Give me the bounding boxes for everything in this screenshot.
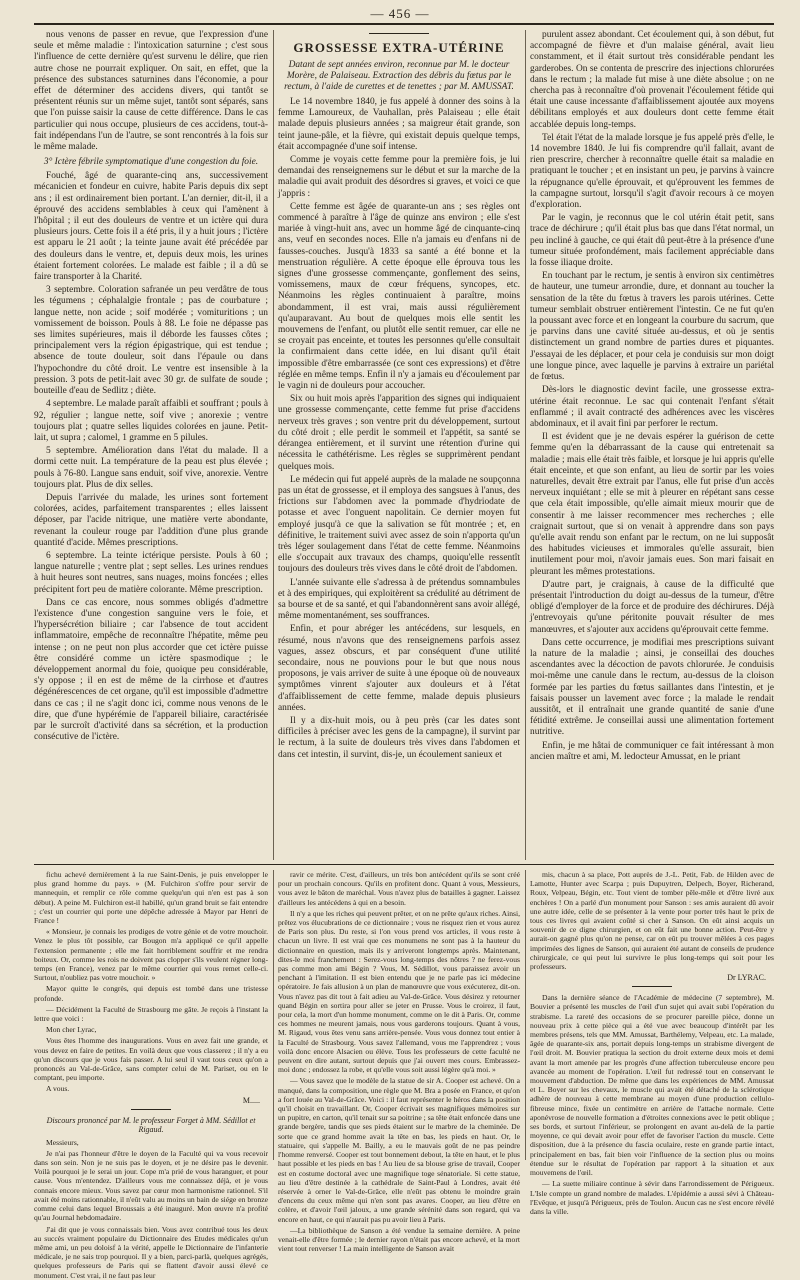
article-subtitle: Datant de sept années environ, reconnue par M. le docteur Morère, de Palaiseau. Extraction des débris du fœtus par le rectum, à l'aide de curettes et de tenettes ; par M. AMUSSAT. <box>284 60 514 92</box>
paragraph: ravir ce mérite. C'est, d'ailleurs, un très bon antécédent qu'ils se sont créé pour un prochain concours. Qu'ils en profitent donc. Quant à vous, Messieurs, vous avez le bâton de maréchal. Vous n'avez plus de batailles à gagner. Laissez d'ailleurs les antécédens à qui en a besoin. <box>278 870 520 907</box>
section-heading: 3° Ictère fébrile symptomatique d'une congestion du foie. <box>43 157 259 168</box>
paragraph: Par le vagin, je reconnus que le col utérin était petit, sans trace de déchirure ; qu'il était plus bas que dans l'état normal, un peu incliné à gauche, ce qui était dû peut-être à la présence d'une tumeur située profondément, mais facilement appréciable dans la fosse iliaque droite. <box>530 213 774 269</box>
paragraph: — La suette miliaire continue à sévir dans l'arrondissement de Périgueux. L'Isle compte un grand nombre de malades. L'épidémie a aussi sévi à Château-l'Evêque, et jusqu'à Périgueux, près de Toulon. Aucun cas ne s'est encore révélé dans la ville. <box>530 1179 774 1216</box>
paragraph: Enfin, je me hâtai de communiquer ce fait intéressant à mon ancien maître et ami, M. ledocteur Amussat, en le priant <box>530 740 774 762</box>
paragraph: « Monsieur, je connais les prodiges de votre génie et de votre mouchoir. Venez le plus tôt possible, car Bougon m'a appliqué ce qu'il appelle l'extension permanente ; elle me fait horriblement souffrir et me rendra boiteux. Or, comme les rois ne doivent pas clopper s'ils veulent régner long-temps (en France), venez par le même courrier qui vous remet celle-ci. Surtout, n'oubliez pas votre mouchoir. » <box>34 927 268 983</box>
paragraph: nous venons de passer en revue, que l'expression d'une seule et même maladie : l'intoxication saturnine ; c'est sous l'influence de cette dernière qu'est survenu le délire, que rien autre chose ne pourrait expliquer. On sait, en effet, que la présence des substances saturnines dans l'économie, a pour effet de déterminer des accidens divers, qui tantôt se présentent réunis sur un même sujet, tantôt sont séparés, sans que l'on puisse saisir la cause de cette différence. Dans le cas particulier qui nous occupe, plusieurs de ces accidens, tout-à-fait indépendans l'un de l'autre, se sont rencontrés à la fois sur le même malade. <box>34 30 268 153</box>
paragraph: Mayor quitte le congrès, qui depuis est tombé dans une tristesse profonde. <box>34 984 268 1003</box>
column-2 <box>278 30 520 860</box>
paragraph: Tel était l'état de la malade lorsque je fus appelé près d'elle, le 14 novembre 1840. Je lui fis comprendre qu'il fallait, avant de rien prescrire, chercher à reconnaître quelle était sa maladie en pratiquant le toucher ; et en insistant un peu, je parvins à vaincre la répugnance qu'elle éprouvait, et qu'éprouvent les femmes de la campagne surtout, lorsqu'il s'agit d'avoir recours à ce moyen d'exploration. <box>530 132 774 211</box>
column-3 <box>530 30 774 860</box>
column-divider <box>273 870 274 1160</box>
paragraph: purulent assez abondant. Cet écoulement qui, à son début, fut accompagné de fièvre et d'un malaise général, avait lieu constamment, et il était surtout très considérable pendant les garderobes. On se contenta de prescrire des injections chlorurées dans le rectum ; la malade fut mise à une diète absolue ; on ne chercha pas à reconnaître d'où provenait l'écoulement fétide qui était une cause incessante d'affaiblissement ajoutée aux moyens débilitans employés et aux douleurs dont cette femme était accablée depuis long-temps. <box>530 30 774 130</box>
paragraph: Depuis l'arrivée du malade, les urines sont fortement colorées, acides, parfaitement transparentes ; elles laissent déposer, par l'acide nitrique, une matière verte abondante, revenant la couleur rouge par l'addition d'une plus grande quantité d'acide. Mêmes prescriptions. <box>34 492 268 548</box>
paragraph: Mon cher Lyrac, <box>46 1025 97 1035</box>
paragraph: fichu achevé dernièrement à la rue Saint-Denis, je puis envelopper le plus grand homme du pays. » (M. Fulchiron s'offre pour servir de mannequin, et remplir ce rôle comme quelqu'un qui n'en est pas à son début). A peine M. Fulchiron est-il habillé, qu'un grand bruit se fait entendre ; c'est un courrier qui porte une dépêche adressée à Mayor par Henri de France ! <box>34 870 268 926</box>
paragraph: L'année suivante elle s'adressa à de prétendus somnambules et à des empiriques, qui exploitèrent sa crédulité au détriment de sa bourse et de sa santé, et qui l'abandonnèrent sans avoir allégé, même momentanément, ses souffrances. <box>278 577 520 622</box>
paragraph: Enfin, et pour abréger les antécédens, sur lesquels, en résumé, nous n'avons que des renseignemens parfois assez vagues, assez obscurs, et par conséquent d'une utilité secondaire, nous ne pouvions pour le but que nous nous proposons, je vais arriver de suite à une époque où de nouveaux symptômes vinrent s'ajouter aux douleurs et à l'état d'affaiblissement de cette femme, malade depuis plusieurs années. <box>278 624 520 713</box>
paragraph: Il y a dix-huit mois, ou à peu près (car les dates sont difficiles à préciser avec les gens de la campagne), il survint par le rectum, à la suite de douleurs très vives dans l'abdomen et dans cet intestin, il survint, dis-je, un écoulement sanieux et <box>278 715 520 760</box>
feuilleton-column-3 <box>530 870 774 1216</box>
section-rule <box>632 986 672 987</box>
paragraph: Dans ce cas encore, nous sommes obligés d'admettre l'existence d'une congestion sanguine vers le foie, et l'hypersécrétion biliaire ; car l'absence de tout accident inflammatoire, empêche de reconnaître l'hépatite, même peu intense ; on ne peut non plus accorder que cet ictère puisse être considéré comme un ictère spasmodique ; le développement anormal du foie, quoique peu considérable, s'y oppose ; il en est de même de la cirrhose et d'autres dégénérescences de cet organe, qu'il est impossible d'admettre dans ce cas ; il ne s'agit donc ici, comme nous venons de le dire, que d'une hypérémie de l'appareil biliaire, caractérisée par le surcroît d'activité dans sa sécrétion, et la production consécutive de l'ictère. <box>34 597 268 743</box>
paragraph: 3 septembre. Coloration safranée un peu verdâtre de tous les tégumens ; céphalalgie frontale ; pas de courbature ; langue nette, non acide ; soif modérée ; vomituritions ; un vomissement de boisson. Pouls à 88. Le foie ne dépasse pas ses limites supérieures, mais il déborde les fausses côtes ; principalement vers la région épigastrique, qui est tendue ; absence de toute douleur, soit dans l'épaule ou dans l'hypochondre du côté droit. Le ventre est insensible à la pression. 3 pots de petit-lait avec 30 gr. de sulfate de soude ; bouteille d'eau de Sedlitz ; diète. <box>34 285 268 397</box>
paragraph: Dans cette occurrence, je modifiai mes prescriptions suivant la nature de la maladie ; ainsi, je conseillai des douches ascendantes avec la décoction de pavots chlorurée. Je conduisis moi-même une canule dans le rectum, au-dessus de la cloison formée par les parties du fœtus saillantes dans l'intestin, et je faisais pousser un lavement avec force ; la malade le rendait aussitôt, et il entraînait une grande quantité de sanie d'une fétidité extrême. Je conseillai aussi une alimentation fortement nutritive. <box>530 637 774 738</box>
paragraph: Dans la dernière séance de l'Académie de médecine (7 septembre), M. Bouvier a présenté les muscles de l'œil d'un sujet qui avait subi l'opération du strabisme. La rareté des occasions de se procurer pareille pièce, donne un nouveau prix à cette pièce qui a été vue avec beaucoup d'intérêt par les membres présens, tels que MM. Amussat, Barthélemy, Velpeau, etc. La malade, âgée de quarante-six ans, portait depuis long-temps un strabisme divergent de l'œil droit. M. Bouvier pratiqua la section du droit externe deux mois et demi avant la mort amenée par les progrès d'une affection tuberculeuse encore peu avancée au moment de l'opération. L'œil fut redressé tout en conservant le mouvement d'abduction. De même que dans les expériences de MM. Amussat et L. Boyer sur les chevaux, le muscle qui avait été détaché de la sclérotique adhère de nouveau à cette membrane au moyen d'une production cellulo-fibreuse mince, fixée un centimètre en arrière de l'attache normale. Cette aponévrose de nouvelle formation a d'étroites connexions avec le petit oblique ; ses bords, et surtout l'inférieur, se prolongent en avant au-delà de la partie moyenne, ce qui devait avoir pour effet de favoriser l'action du muscle. Cette disposition, due à la présence du fascia oculaire, reste en grande partie intact, principalement en bas, fait bien voir l'influence de la section plus ou moins étendue sur le résultat de l'opération par rapport à la situation et aux mouvemens de l'œil. <box>530 993 774 1178</box>
paragraph: Le 14 novembre 1840, je fus appelé à donner des soins à la femme Lamoureux, de Vauhallan, près Palaiseau ; elle était malade depuis plusieurs années ; sa maigreur était grande, son teint jaune-pâle, et la fièvre, qui existait depuis quelque temps, était accompagnée d'une soif intense. <box>278 97 520 152</box>
paragraph: Il est évident que je ne devais espérer la guérison de cette femme qu'en la débarrassant de la cause qui entretenait sa maladie ; mais elle était très faible, et lorsque je lui appris qu'elle était enceinte, et que son enfant, au lieu de sortir par les voies naturelles, devait être extrait par l'anus, elle fut prise d'un accès nerveux inquiétant ; elle se mit à pleurer en répétant sans cesse que cela était impossible, qu'elle aimait mieux mourir que de consentir à me laisser recommencer mes recherches ; elle craignait surtout, que si on venait à apprendre dans son pays qu'elle avait rendu son enfant par le rectum, on ne lui supposât des habitudes vicieuses et immorales qu'elle assurait, bien inutilement pour moi, n'avoir jamais eues. Son mari faisait en pleurant les mêmes protestations. <box>530 432 774 577</box>
paragraph: — Vous savez que le modèle de la statue de sir A. Cooper est achevé. On a manqué, dans la composition, une règle que M. Bra a posée en France, et qu'on a fort louée au Val-de-Grâce. Voici : il faut représenter le héros dans la position qu'il choisit en travaillant. Or, Cooper écrivait ses magnifiques mémoires sur un pupitre, en carton, qu'il tenait sur sa poitrine ; sa tête était enfoncée dans une grande bergère, tandis que ses pieds étaient sur le marbre de la cheminée. De sorte que ce grand homme avait la tête en bas, les pieds en haut. Or, le statuaire, qui s'appelle M. Bailly, a eu le mauvais goût de ne pas peindre l'homme renversé. Cooper est tout bonnement debout, la tête en haut, et le plus haut possible et les pieds en bas ! Au lieu de sa blouse grise de travail, Cooper est en costume doctoral avec une magnifique toge sénatoriale. Si cette statue, au lieu d'être destinée à la cathédrale de Saint-Paul à Londres, avait été réservée à orner le Val-de-Grâce, elle n'eût pas obtenu le moindre grain d'encens du ceux même qui n'en sont pas avares. Cooper, au lieu d'être en colère, et d'avoir l'œil jaloux, a une grande sérénité dans son regard, qui va encore en haut, ce qui n'aurait pas pu avoir lieu à Paris. <box>278 1076 520 1224</box>
article-title: GROSSESSE EXTRA-UTÉRINE <box>293 40 505 55</box>
paragraph: 4 septembre. Le malade paraît affaibli et souffrant ; pouls à 92, régulier ; langue nette, soif vive ; anorexie ; ventre toujours plat ; quatre selles liquides colorées en jaune. Petit-lait, ut supra ; calomel, 1 gramme en 5 pilules. <box>34 399 268 443</box>
paragraph: Fouché, âgé de quarante-cinq ans, successivement mécanicien et fondeur en cuivre, habite Paris depuis dix sept ans ; il est ordinairement bien portant. L'an dernier, dit-il, il a éprouvé des accidens semblables à ceux qui l'amènent à l'hôpital ; il eut des douleurs de ventre et un ictère qui dura plusieurs jours. Cette fois il a été pris, il y a huit jours ; l'ictère est apparu le 21 août ; la teinte jaune avait été précédée par des douleurs dans le ventre, et, depuis deux mois, les urines étaient fortement colorées. Le malade est faible ; il a dû se faire transporter à la Charité. <box>34 171 268 283</box>
paragraph: Il n'y a que les riches qui peuvent prêter, et on ne prête qu'aux riches. Ainsi, prêtez vos élucubrations de ce dictionnaire ; vous ne risquez rien et vous aurez de Paris son plus. Du reste, si l'on vous prend vos articles, il vous reste à chacun un livre. Il est vrai que ces monumens ne sont pas à la hauteur du dictionnaire en question, mais ils y arriveront longtemps après. Maintenant, dites-le moi franchement : Serez-vous long-temps des nôtres ? ne ferez-vous pas comme mon ami Bégin ? Vous, M. Sédillot, vous paraissez avoir un penchant à l'imitation. Il est bien entendu que je ne parle pas ici médecine opératoire. Je fais allusion à un plan de manœuvre que vous exécuterez, dit-on. Vous n'avez pas dit tout à fait adieu au Val-de-Grâce. Vous désirez y retourner quand Bégin en sortira pour aller se jeter en Prusse. Vous le croirez, il faut, pour cela, la mort d'un homme monument, comme on le dit à Paris. Or, comme ces hommes ne meurent jamais, nous vous garderons toujours. Quant à vous, M. Rigaud, vous êtes venu sans arrière-pensée. Vous vous donnez tout entier à la Faculté de Strasbourg. Vous savez l'allemand, vous me l'apprendrez ; vous voilà donc encore Alsacien ou élève. Tous les professeurs de cette faculté ne peuvent en dire autant, surtout depuis que j'ai ouvert mes cours. Embrassez-moi donc ; endossez la robe, et qu'elle vous soit aussi légère qu'à moi. » <box>278 908 520 1075</box>
paragraph: Messieurs, <box>46 1137 79 1147</box>
paragraph: D'autre part, je craignais, à cause de la difficulté que présentait l'introduction du doigt au-dessus de la tumeur, d'être obligé d'employer de la force et de produire des déchirures. Déjà j'entrevoyais qu'une péritonite pouvait résulter de mes manœuvres, et s'ajouter aux accidens qu'éprouvait cette femme. <box>530 579 774 635</box>
signature: Dr LYRAC. <box>727 973 766 983</box>
paragraph: Le médecin qui fut appelé auprès de la malade ne soupçonna pas un état de grossesse, et il employa des sangsues à l'anus, des frictions sur l'abdomen avec la pommade d'hydriodate de potasse et avec l'onguent napolitain. Ce dernier moyen fut employé jusqu'à ce que la salivation se fût montrée ; et, en définitive, le traitement suivi avec assez de soin n'apporta qu'un très léger soulagement dans l'état de cette femme. Néanmoins elle s'occupait aux travaux des champs, quoiqu'elle ressentît toujours des douleurs très vives dans le côté droit de l'abdomen. <box>278 474 520 575</box>
section-rule <box>131 1109 171 1110</box>
paragraph: J'ai dit que je vous connaissais bien. Vous avez contribué tous les deux au succès vraiment populaire du Dictionnaire des Etudes médicales qu'un même ami, un peu doloisf à la vérité, appelle le Dictionnaire de l'infanterie médicale, je ne sais trop pourquoi. Il y a bien, parci-parlà, quelques agrégés, quelques professeurs de Paris qui se flattent d'avoir aussi élevé ce monument. C'est vrai, il ne faut pas leur <box>34 1224 268 1280</box>
title-rule <box>369 33 429 34</box>
feuilleton-rule <box>34 864 774 865</box>
header-rule <box>34 23 774 25</box>
page-number: — 456 — <box>370 6 430 21</box>
feuilleton-column-2 <box>278 870 520 1254</box>
paragraph: —La bibliothèque de Sanson a été vendue la semaine dernière. A peine venait-elle d'être formée ; le dernier rayon n'était pas encore achevé, et la mort vient tout renverser ! La main intelligente de Sanson avait <box>278 1225 520 1254</box>
paragraph: 6 septembre. La teinte ictérique persiste. Pouls à 60 ; langue naturelle ; ventre plat ; sept selles. Les urines rendues à huit heures sont neutres, sans nuages, moins foncées ; elles précipitent fort peu de matière colorante. Même prescription. <box>34 550 268 595</box>
paragraph: — Décidément la Faculté de Strasbourg me gâte. Je reçois à l'instant la lettre que voici : <box>34 1004 268 1024</box>
paragraph: Comme je voyais cette femme pour la première fois, je lui demandai des renseignemens sur le début et sur la marche de la maladie qui avait produit des désordres si graves, et voici ce que j'appris : <box>278 155 520 199</box>
paragraph: A vous. <box>46 1084 70 1094</box>
signature: M..... <box>242 1095 260 1105</box>
paragraph: Dès-lors le diagnostic devint facile, une grossesse extra-utérine était reconnue. Le sac qui contenait l'enfant s'était enflammé ; il avait contracté des adhérences avec les viscères abdominaux, et il avait fini par perforer le rectum. <box>530 385 774 429</box>
paragraph: Vous êtes l'homme des inaugurations. Vous en avez fait une grande, et vous devez en faire de petites. En voilà deux que vous classerez ; il n'y a eu qu'un discours que je vous fais passer. A lui seul il vaut tous ceux qu'on a prononcés au Val-de-Grâce, sans compter celui de M. Pariset, ou en le comptant, peu importe. <box>34 1036 268 1083</box>
feuilleton-column-1 <box>34 870 268 1280</box>
column-1 <box>34 30 268 860</box>
column-divider <box>525 870 526 1160</box>
paragraph: Cette femme est âgée de quarante-un ans ; ses règles ont commencé à paraître à l'âge de quinze ans environ ; elle s'est mariée à vingt-huit ans, avec un homme âgé de cinquante-cinq ans, veuf en secondes noces. Elle n'a jamais eu d'enfans ni de fausses-couches. Jusqu'à 1833 sa santé a été bonne et la menstruation régulière. A cette époque elle éprouva tous les signes d'une grossesse commençante, gonflement des seins, vomissemens, maux de cœur fréquens, syncopes, etc. Néanmoins les règles continuaient à paraître, moins abondamment, il est vrai, mais aussi régulièrement qu'auparavant. Au bout de quelques mois elle sentit les mouvemens de l'enfant, ou plutôt elle sentit remuer, car elle ne se croyait pas enceinte, et toutes les personnes qu'elle consultait la confirmaient dans cette idée, en lui disant qu'il était impossible d'être embarrassée (ce sont ces expressions) et d'être réglée en même temps. Enfin il n'y a jamais eu d'écoulement par le vagin ni de douleurs pour accoucher. <box>278 201 520 392</box>
paragraph: Six ou huit mois après l'apparition des signes qui indiquaient une grossesse commençante, cette femme fut prise d'accidens nerveux très graves ; son ventre prit du développement, surtout du côté droit ; elle perdit le sommeil et l'appétit, sa santé se dérangea entièrement, et il survint une rétention d'urine qui nécessita le cathétérisme. Les règles se supprimèrent pendant quelques mois. <box>278 394 520 472</box>
column-divider <box>525 30 526 860</box>
section-heading: Discours prononcé par M. le professeur Forget à MM. Sédillot et Rigaud. <box>46 1115 256 1135</box>
paragraph: Je n'ai pas l'honneur d'être le doyen de la Faculté qui va vous recevoir dans son sein. Non je ne suis pas le doyen, et je ne désire pas le devenir. Voilà pourquoi je le serai un jour. Cope m'a prié de vous haranguer, et pour cause. Vous m'entendez. D'ailleurs vous me connaissez déjà, et je vous connais encore mieux. Vous savez par cœur mon harmonisme rationnel. S'il avait été moins rationnable, il n'eût valu au moins un bain de siége en bronze comme celui dans lequel Broussais a été inauguré. Mon œuvre n'a profité qu'au Journal hebdomadaire. <box>34 1148 268 1223</box>
paragraph: En touchant par le rectum, je sentis à environ six centimètres de hauteur, une tumeur arrondie, dure, et donnant au toucher la sensation de la tête du fœtus à travers les parois utérines. Cette tumeur semblait obstruer entièrement l'intestin. Ce ne fut qu'en la poussant avec force et en longeant la courbure du sacrum, que je parvins dans une cavité située au-dessus, et où je sentis distinctement un grand nombre de parties dures et piquantes. J'essayai de les déplacer, et pour cela je conduisis sur mon doigt une longue pince, avec laquelle je parvins à extraire un pariétal de fœtus. <box>530 271 774 383</box>
column-divider <box>273 30 274 860</box>
paragraph: mis, chacun à sa place, Pott auprès de J.-L. Petit, Fab. de Hilden avec de Lamotte, Hunter avec Scarpa ; puis Dupuytren, Delpech, Boyer, Richerand, Roux, Velpeau, Bégin, etc. Tout vient de tomber pêle-mêle et d'être livré aux enchères ! On a parlé d'un monument pour Sanson : ses amis auraient dû avoir une autre idée, celle de se présenter à la vente pour porter très haut le prix de tous ces livres qui avaient coûté si cher à Sanson. On eût ainsi acquis un souvenir de ce digne chirurgien, et on eût fait une bonne action. Peut-être y aurait-on gagné plus qu'on ne pense, car on eût pu trouver mêlées à ces pages imprimées des lignes de Sanson, qui auraient été autant de conseils de prudence chirurgicale, ce qui peut lui survivre le plus long-temps qui soit pour les professeurs. <box>530 870 774 972</box>
paragraph: 5 septembre. Amélioration dans l'état du malade. Il a dormi cette nuit. La température de la peau est plus élevée ; pouls à 76-80. Langue sans enduit, soif vive, anorexie. Ventre toujours plat. Plus de dix selles. <box>34 446 268 490</box>
